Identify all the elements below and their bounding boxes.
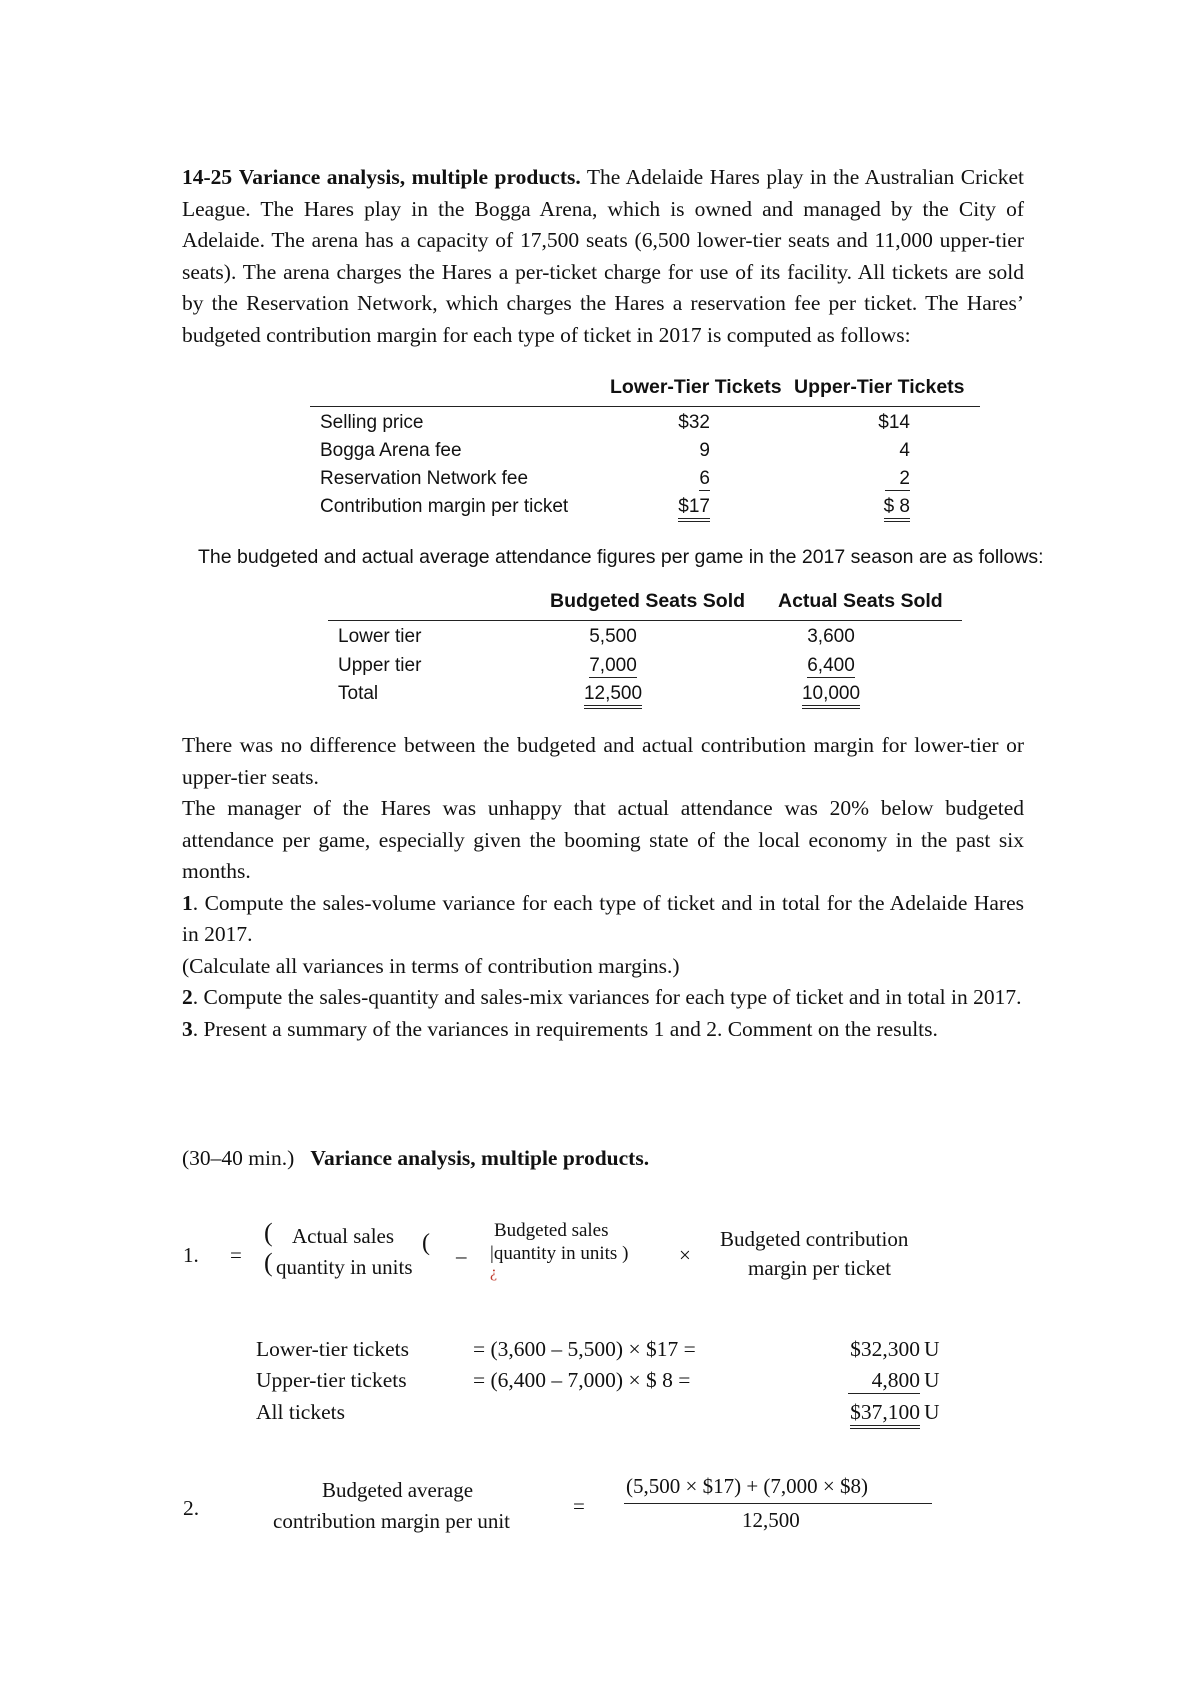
paren-icon: ( (422, 1230, 430, 1256)
attendance-row-label: Upper tier (338, 655, 422, 676)
formula-1-equals: = (230, 1243, 242, 1267)
margin-row-lower: 9 (699, 440, 710, 461)
margin-row-lower: $32 (678, 412, 710, 433)
paragraph: The manager of the Hares was unhappy that actual attendance was 20% below budgeted attendance per game, especially given the booming state of the local economy in the past six months. (182, 796, 1024, 883)
formula-1-budget-bottom: |quantity in units ) (490, 1243, 629, 1264)
calc-expression: = (3,600 – 5,500) × $17 = (473, 1337, 696, 1361)
attendance-row-budgeted: 12,500 (558, 680, 668, 708)
paragraph: There was no difference between the budgeted and actual contribution margin for lower-tier or upper-tier seats. (182, 733, 1024, 789)
margin-table-rule (310, 406, 980, 407)
calc-result: $32,300 (850, 1337, 920, 1361)
formula-2-denominator: 12,500 (742, 1508, 800, 1532)
problem-body (182, 730, 1024, 1045)
formula-2-numerator: (5,500 × $17) + (7,000 × $8) (626, 1474, 869, 1498)
requirement-note: (Calculate all variances in terms of contribution margins.) (182, 953, 680, 978)
margin-table-header-upper: Upper-Tier Tickets (794, 376, 965, 398)
margin-table-header-lower: Lower-Tier Tickets (610, 376, 782, 398)
problem-title: Variance analysis, multiple products. (238, 165, 581, 189)
formula-1-cm-top: Budgeted contribution (720, 1227, 909, 1251)
margin-row-label: Selling price (320, 412, 424, 433)
formula-1-actual-top: Actual sales (292, 1224, 395, 1248)
formula-1-times: × (679, 1243, 691, 1267)
formula-1-stray-mark: ¿ (490, 1264, 498, 1281)
problem-intro (182, 162, 1024, 351)
formula-2-equals: = (573, 1494, 585, 1518)
calc-result: 4,800 (810, 1368, 920, 1393)
attendance-row-label: Total (338, 683, 379, 704)
solution-title: Variance analysis, multiple products. (310, 1146, 650, 1170)
calc-flag: U (924, 1400, 940, 1424)
margin-row-upper: 4 (899, 440, 910, 461)
calc-result: $37,100 (810, 1400, 920, 1425)
requirement-3: 3. Present a summary of the variances in requirements 1 and 2. Comment on the results. (182, 1016, 938, 1041)
solution-heading (182, 1146, 649, 1171)
attendance-table-rule (328, 620, 962, 621)
margin-row-upper: 2 (790, 465, 910, 493)
formula-1-cm-bottom: margin per ticket (748, 1256, 892, 1280)
formula-1-actual-bottom: quantity in units (276, 1255, 413, 1279)
calc-label: Lower-tier tickets (256, 1337, 409, 1361)
requirement-1: 1. Compute the sales-volume variance for each type of ticket and in total for the Adelaide Hares in 2017. (182, 890, 1024, 946)
formula-2-left-bottom: contribution margin per unit (273, 1509, 510, 1533)
formula-1-minus: – (456, 1244, 467, 1268)
margin-row-label: Bogga Arena fee (320, 440, 462, 461)
attendance-row-budgeted: 7,000 (589, 655, 637, 676)
solution-time: (30–40 min.) (182, 1146, 295, 1170)
attendance-row-actual: 10,000 (776, 680, 886, 708)
calc-label: Upper-tier tickets (256, 1368, 407, 1392)
attendance-header-actual: Actual Seats Sold (778, 590, 943, 612)
calc-expression: = (6,400 – 7,000) × $ 8 = (473, 1368, 691, 1392)
formula-2-number: 2. (183, 1496, 200, 1520)
problem-number: 14-25 (182, 165, 233, 189)
calc-flag: U (924, 1337, 940, 1361)
attendance-row-budgeted: 5,500 (589, 626, 637, 647)
paren-icon: ( (264, 1248, 273, 1277)
attendance-header-budgeted: Budgeted Seats Sold (550, 590, 746, 612)
formula-1-number: 1. (183, 1243, 199, 1267)
attendance-row-label: Lower tier (338, 626, 422, 647)
requirement-2: 2. Compute the sales-quantity and sales-mix variances for each type of ticket and in total in 2017. (182, 985, 1022, 1009)
calc-label: All tickets (256, 1400, 345, 1424)
formula-2-left-top: Budgeted average (322, 1478, 474, 1502)
calc-flag: U (924, 1368, 940, 1392)
paren-icon: ( (264, 1218, 273, 1247)
attendance-caption: The budgeted and actual average attendance figures per game in the 2017 season are as follows: (198, 546, 1044, 568)
margin-row-upper: $14 (878, 412, 910, 433)
attendance-row-actual: 6,400 (807, 655, 855, 676)
margin-row-lower: 6 (699, 468, 710, 489)
margin-row-upper: $ 8 (790, 493, 910, 521)
formula-1-budget-top: Budgeted sales (494, 1220, 609, 1241)
margin-row-label: Reservation Network fee (320, 468, 529, 489)
fraction-bar (624, 1503, 932, 1504)
attendance-row-actual: 3,600 (807, 626, 855, 647)
problem-intro-text: The Adelaide Hares play in the Australian Cricket League. The Hares play in the Bogga Arena, which is owned and managed by the City of Adelaide. The arena has a capacity of 17,500 seats (6,500 lower-tier seats and 11,000 upper-tier seats). The arena charges the Hares a per-ticket charge for use of its facility. All tickets are sold by the Reservation Network, which charges the Hares a reservation fee per ticket. The Hares’ budgeted contribution margin for each type of ticket in 2017 is computed as follows: (182, 165, 1025, 347)
margin-row-label: Contribution margin per ticket (320, 496, 569, 517)
margin-row-lower: $17 (600, 493, 710, 521)
